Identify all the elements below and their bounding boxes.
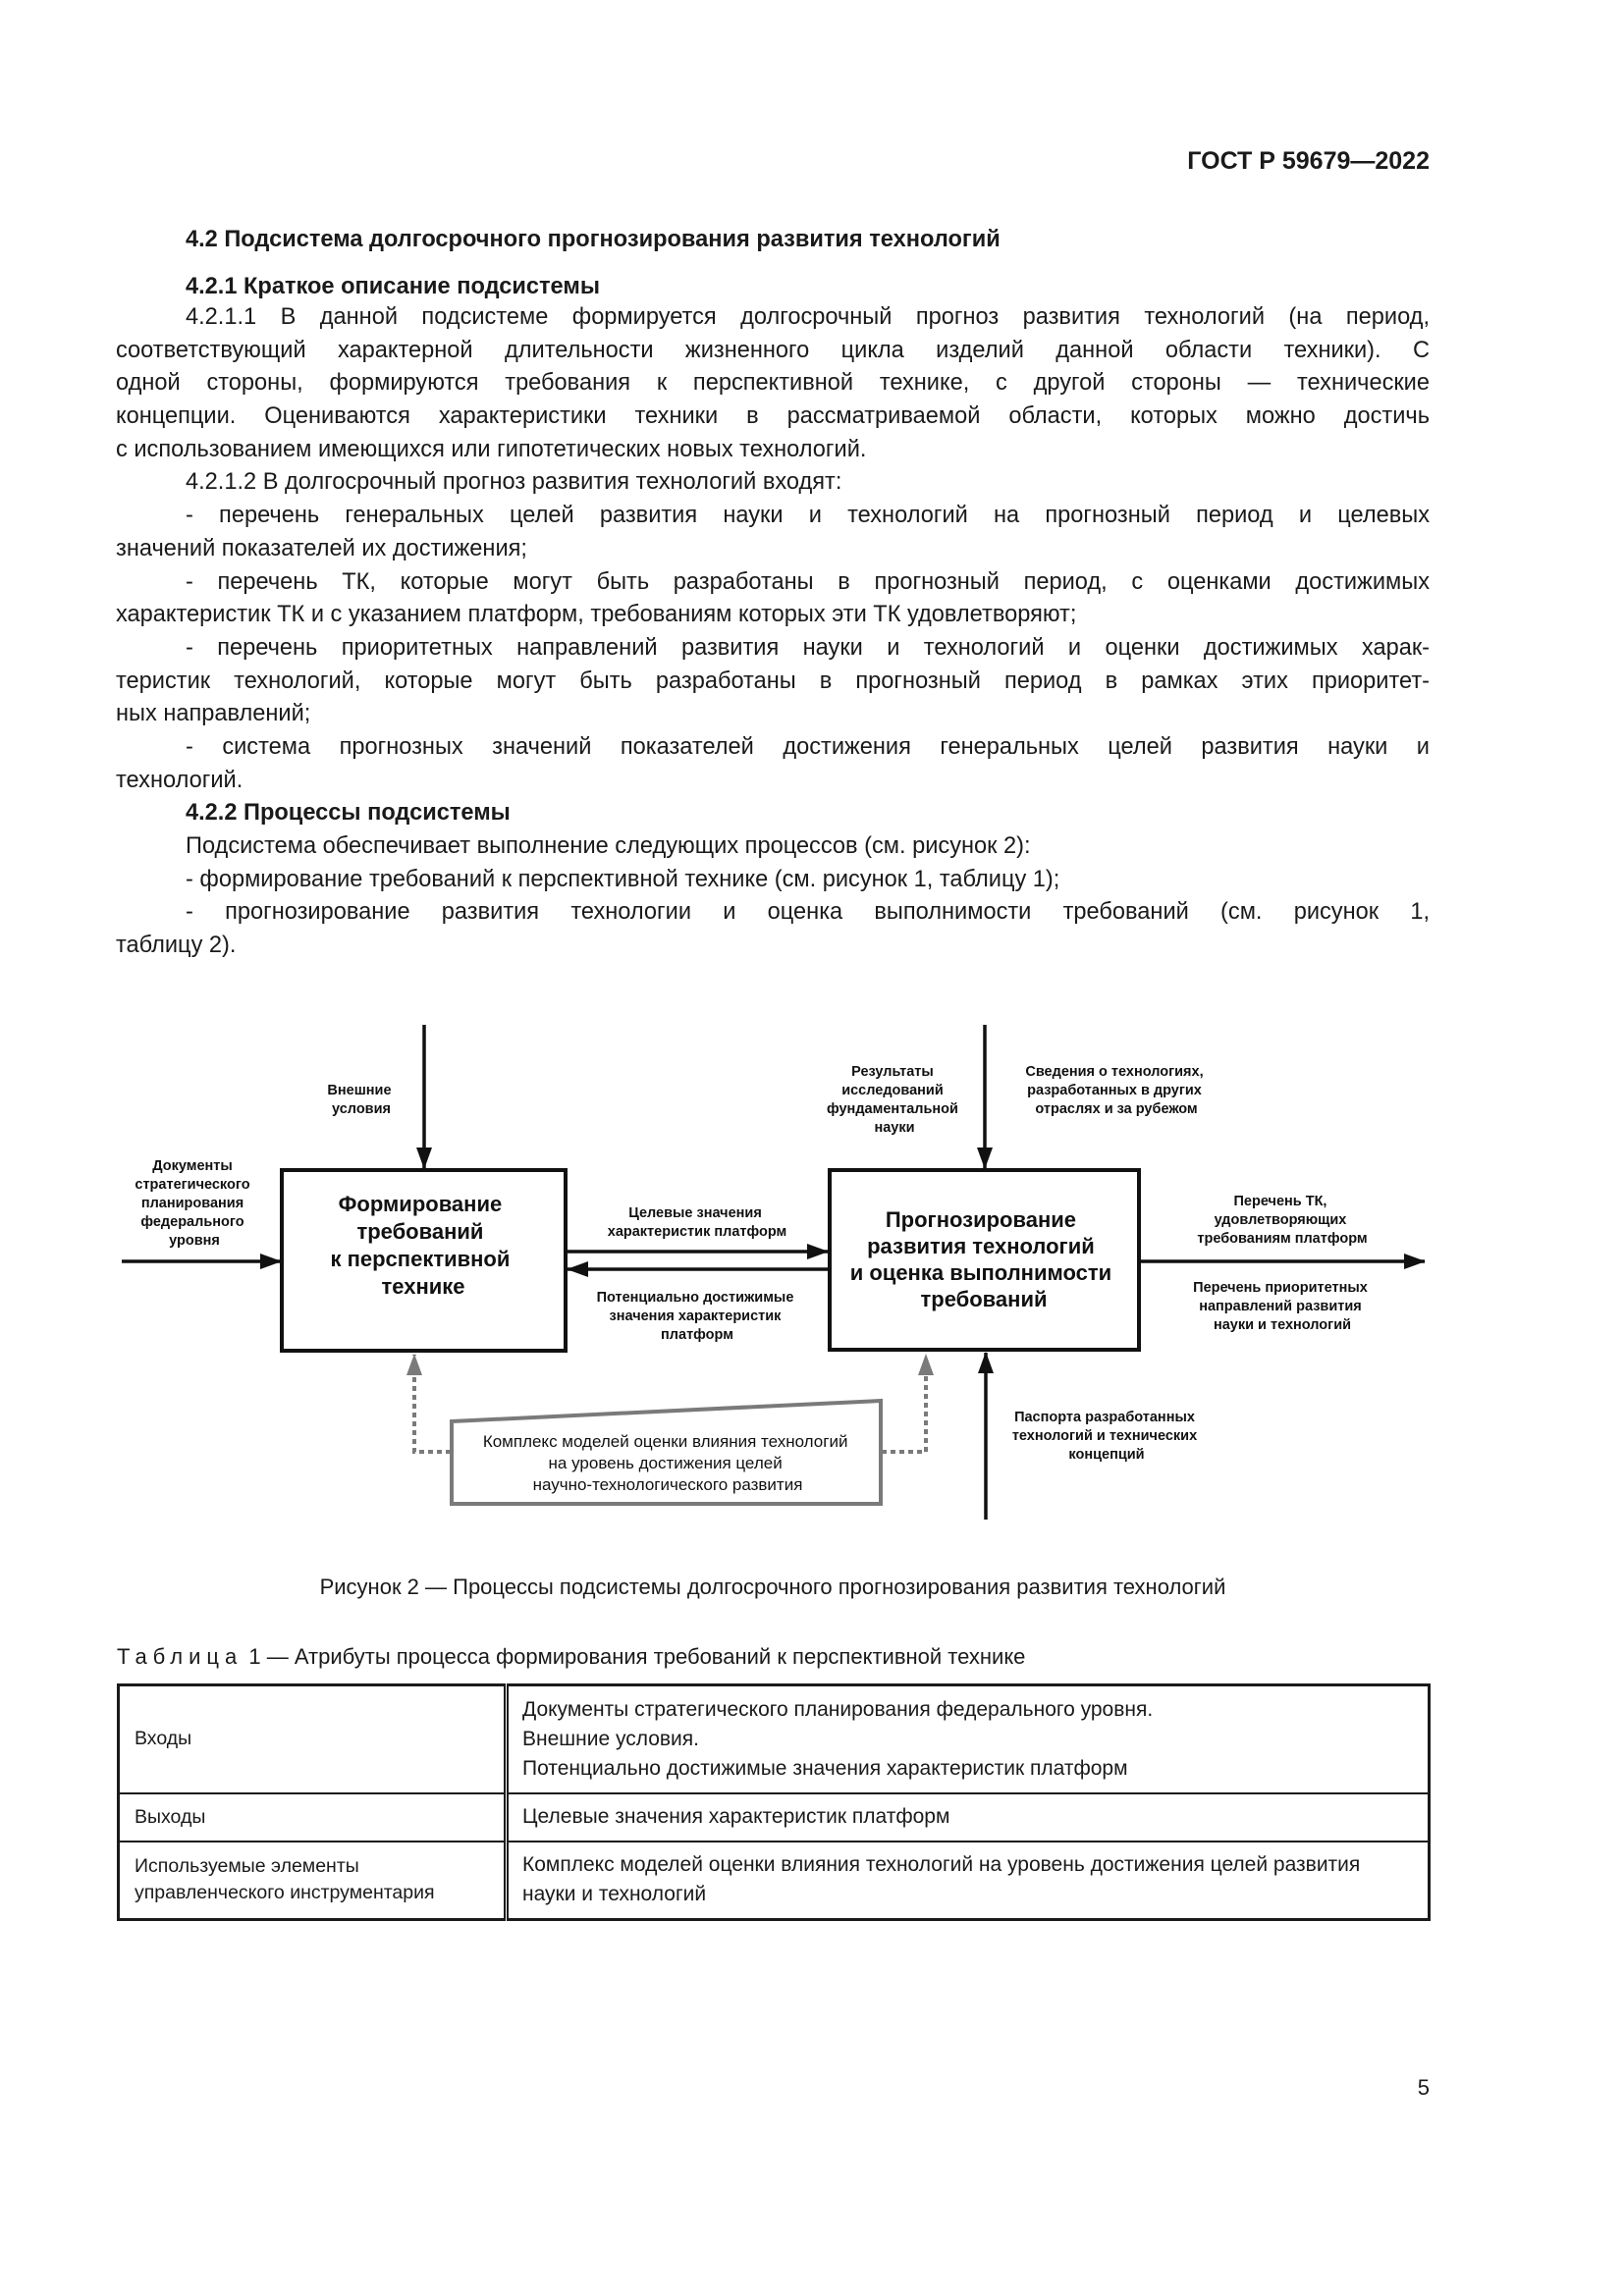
table-cell-value: Комплекс моделей оценки влияния технологий на уровень достижения целей развития науки и технологий [507, 1842, 1430, 1920]
process-box-requirements-label: Формирование требований к перспективной технике [330, 1192, 511, 1299]
list-item-line: - формирование требований к перспективной технике (см. рисунок 1, таблицу 1); [186, 866, 1060, 892]
table-row [119, 1793, 1430, 1842]
section-title-4-2: 4.2 Подсистема долгосрочного прогнозирования развития технологий [186, 227, 1001, 252]
table-value-line: Внешние условия. [522, 1727, 699, 1750]
section-4-2-1-body [116, 301, 1430, 963]
paragraph-line: 4.2.1.1 В данной подсистеме формируется долгосрочный прогноз развития технологий (на период, [186, 304, 1430, 330]
mechanism-label-passports: Паспорта разработанных технологий и технических концепций [1011, 1410, 1198, 1463]
output-label-tc-list: Перечень ТК, удовлетворяющих требованиям платформ [1197, 1194, 1368, 1247]
paragraph-line: одной стороны, формируются требования к перспективной технике, с другой стороны — технические [116, 370, 1430, 397]
paragraph-line: соответствующий характерной длительности жизненного цикла изделий данной области техники). С [116, 337, 1430, 363]
list-item-line: - перечень генеральных целей развития науки и технологий на прогнозный период и целевых [186, 503, 1430, 529]
figure-caption: Рисунок 2 — Процессы подсистемы долгосрочного прогнозирования развития технологий [319, 1575, 1226, 1599]
table-value-line: Документы стратегического планирования федерального уровня. [522, 1697, 1154, 1721]
paragraph-line: Подсистема обеспечивает выполнение следующих процессов (см. рисунок 2): [186, 833, 1031, 859]
section-title-4-2-2: 4.2.2 Процессы подсистемы [186, 800, 511, 827]
list-item-line: - прогнозирование развития технологии и оценка выполнимости требований (см. рисунок 1, [186, 899, 1430, 926]
list-item-line: значений показателей их достижения; [116, 535, 527, 561]
table-row [119, 1842, 1430, 1920]
section-title-4-2-1: 4.2.1 Краткое описание подсистемы [186, 274, 600, 299]
list-item-line: технологий. [116, 767, 244, 793]
paragraph-line: 4.2.1.2 В долгосрочный прогноз развития технологий входят: [186, 469, 842, 496]
page-number: 5 [1417, 2075, 1430, 2100]
table-cell-key: Выходы [119, 1793, 507, 1842]
flow-label-achievable-values: Потенциально достижимые значения характеристик платформ [596, 1290, 794, 1343]
document-code: ГОСТ Р 59679—2022 [1187, 147, 1430, 175]
process-diagram [0, 982, 1624, 1551]
table-cell-value: Целевые значения характеристик платформ [507, 1793, 1430, 1842]
dotted-arrow-models-to-box1 [414, 1355, 451, 1452]
flow-label-target-values: Целевые значения характеристик платформ [607, 1205, 787, 1240]
table-value-line: Потенциально достижимые значения характеристик платформ [522, 1756, 1128, 1780]
list-item-line: таблицу 2). [116, 933, 237, 959]
list-item-line: ных направлений; [116, 701, 311, 727]
input-label: Документы стратегического планирования федерального уровня [135, 1158, 250, 1249]
list-item-line: - перечень приоритетных направлений развития науки и технологий и оценки достижимых харак- [186, 634, 1430, 661]
paragraph-line: с использованием имеющихся или гипотетических новых технологий. [116, 436, 867, 462]
table-cell-value [507, 1685, 1430, 1793]
dotted-arrow-models-to-box2 [882, 1355, 926, 1452]
output-label-priority-directions: Перечень приоритетных направлений развития науки и технологий [1193, 1280, 1368, 1333]
table-cell-key: Входы [119, 1685, 507, 1793]
control-label-research: Результаты исследований фундаментальной науки [827, 1064, 958, 1136]
table-cell-key: Используемые элементы управленческого инструментария [119, 1842, 507, 1920]
list-item-line: теристик технологий, которые могут быть разработаны в прогнозный период в рамках этих приоритет- [116, 667, 1430, 694]
table-caption [117, 1644, 1025, 1670]
paragraph-line: концепции. Оцениваются характеристики техники в рассматриваемой области, которых можно достичь [116, 403, 1430, 430]
table-caption-text: 1 — Атрибуты процесса формирования требований к перспективной технике [243, 1644, 1026, 1669]
table-caption-prefix: Таблица [117, 1644, 244, 1669]
control-label-external: Внешние условия [327, 1083, 392, 1117]
process-box-forecasting-label: Прогнозирование развития технологий и оценка выполнимости требований [849, 1207, 1112, 1311]
list-item-line: - перечень ТК, которые могут быть разработаны в прогнозный период, с оценками достижимых [186, 568, 1430, 595]
list-item-line: - система прогнозных значений показателей достижения генеральных целей развития науки и [186, 733, 1430, 760]
process-attributes-table [117, 1683, 1431, 1921]
models-complex-label: Комплекс моделей оценки влияния технологий на уровень достижения целей научно-технологического развития [482, 1432, 848, 1494]
control-label-foreign-tech: Сведения о технологиях, разработанных в других отраслях и за рубежом [1025, 1064, 1204, 1117]
table-row [119, 1685, 1430, 1793]
list-item-line: характеристик ТК и с указанием платформ, требованиям которых эти ТК удовлетворяют; [116, 602, 1077, 628]
